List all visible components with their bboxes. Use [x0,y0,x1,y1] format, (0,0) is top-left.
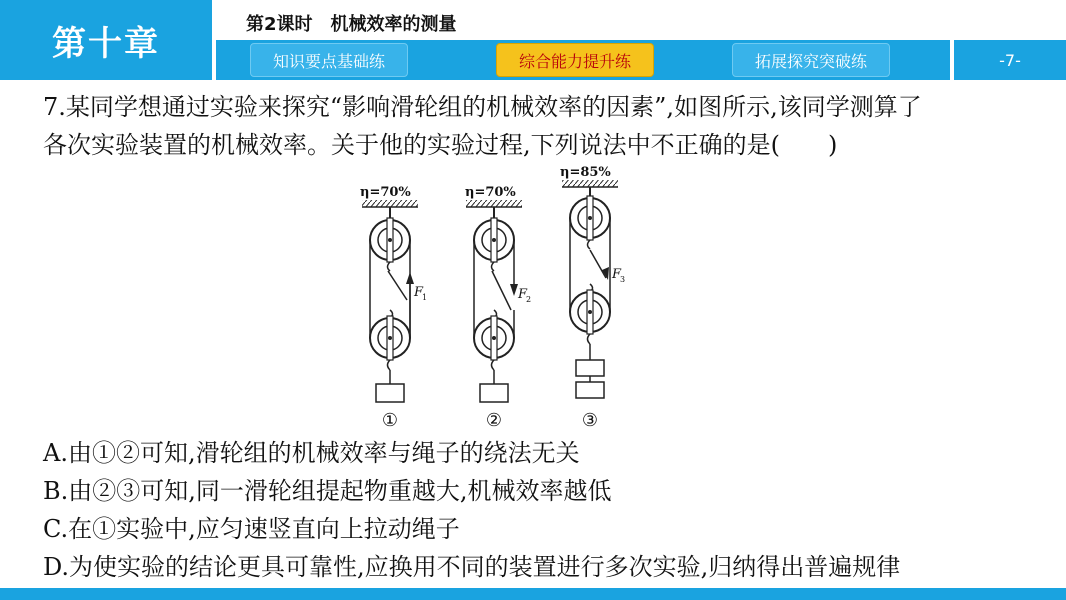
setup-2 [465,185,531,431]
page-number: -7- [954,40,1066,80]
tab-comprehensive-practice[interactable]: 综合能力提升练 [496,43,654,77]
setup-1 [360,185,427,431]
question-text [43,88,1023,164]
option-d: D.为使实验的结论更具可靠性,应换用不同的装置进行多次实验,归纳得出普遍规律 [43,553,901,581]
chapter-title: 第十章 [0,0,212,80]
question-line-1: 7.某同学想通过实验来探究“影响滑轮组的机械效率的因素”,如图所示,该同学测算了 [43,93,922,121]
setup-3 [560,165,625,431]
force-label-2: F [518,287,528,302]
pulley-figure [350,160,630,432]
tab-extension-practice[interactable]: 拓展探究突破练 [732,43,890,77]
setup-label-1: ① [381,410,399,431]
question-line-2: 各次实验装置的机械效率。关于他的实验过程,下列说法中不正确的是( ) [43,131,838,159]
efficiency-label-3: η=85% [560,165,611,180]
setup-label-3: ③ [581,410,599,431]
option-b: B.由②③可知,同一滑轮组提起物重越大,机械效率越低 [43,477,612,505]
efficiency-label-1: η=70% [360,185,411,200]
header [0,0,1066,80]
efficiency-label-2: η=70% [465,185,516,200]
force-subscript-1: 1 [422,293,428,302]
setup-label-2: ② [485,410,503,431]
force-label-3: F [612,267,622,282]
option-c: C.在①实验中,应匀速竖直向上拉动绳子 [43,515,460,543]
force-subscript-3: 3 [620,275,626,284]
bottom-bar [0,588,1066,600]
option-a: A.由①②可知,滑轮组的机械效率与绳子的绕法无关 [43,439,580,467]
force-label-1: F [414,285,424,300]
tab-basic-practice[interactable]: 知识要点基础练 [250,43,408,77]
force-subscript-2: 2 [526,295,532,304]
lesson-title: 第2课时 机械效率的测量 [246,14,457,35]
